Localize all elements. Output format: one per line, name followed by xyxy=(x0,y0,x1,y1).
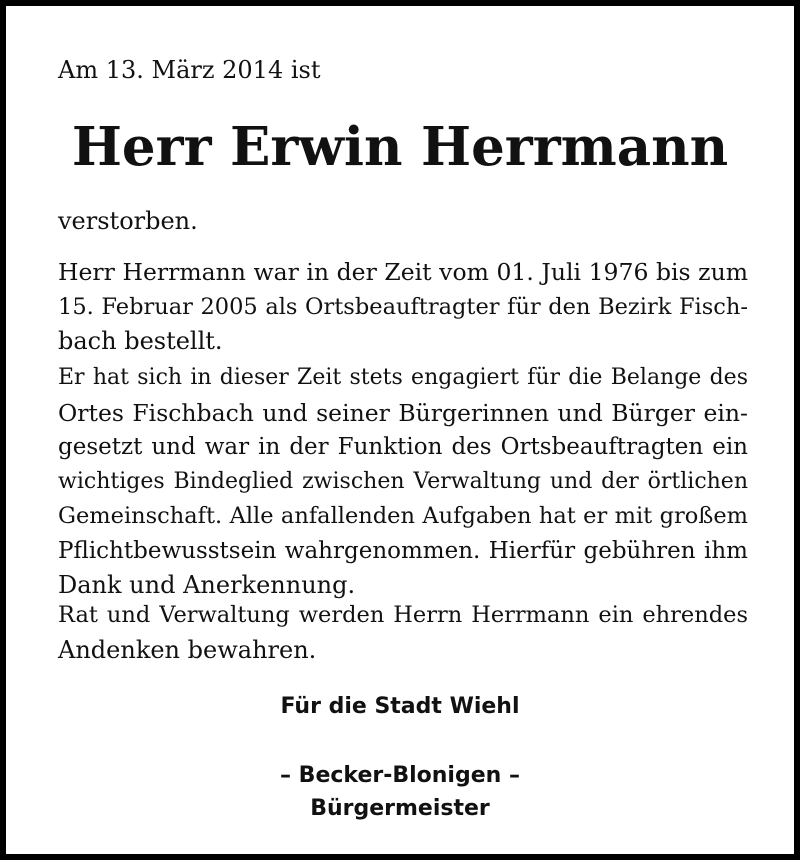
text-line: gesetzt und war in der Funktion des Ortsbeauftragten ein xyxy=(58,434,748,460)
text-line: Rat und Verwaltung werden Herrn Herrmann ein ehrendes xyxy=(58,602,748,628)
text-line: Herr Herrmann war in der Zeit vom 01. Juli 1976 bis zum xyxy=(58,258,748,286)
text-line: Ortes Fischbach und seiner Bürgerinnen und Bürger ein- xyxy=(58,398,748,427)
deceased-name: Herr Erwin Herrmann xyxy=(71,116,729,178)
text-line: Gemeinschaft. Alle anfallenden Aufgaben hat er mit großem xyxy=(58,503,748,529)
paragraph-tribute xyxy=(58,361,748,603)
intro-text: Am 13. März 2014 ist xyxy=(58,56,321,84)
text-line: 15. Februar 2005 als Ortsbeauftragter für den Bezirk Fisch- xyxy=(58,293,748,320)
text-line: wichtiges Bindeglied zwischen Verwaltung und der örtlichen xyxy=(58,468,748,494)
signature-name: – Becker-Blonigen – xyxy=(280,763,520,788)
text-line: Dank und Anerkennung. xyxy=(58,571,356,599)
signature-title: Bürgermeister xyxy=(310,796,490,821)
paragraph-remembrance xyxy=(58,598,748,667)
text-line: Andenken bewahren. xyxy=(58,635,317,664)
text-line: bach bestellt. xyxy=(58,327,223,355)
text-line: Er hat sich in dieser Zeit stets engagiert für die Belange des xyxy=(58,365,748,390)
text-line: Pflichtbewusstsein wahrgenommen. Hierfür gebühren ihm xyxy=(58,537,748,564)
paragraph-tenure xyxy=(58,255,748,359)
paragraph-deceased xyxy=(58,204,748,239)
signature-organization: Für die Stadt Wiehl xyxy=(280,694,520,719)
text-line: verstorben. xyxy=(58,207,198,235)
